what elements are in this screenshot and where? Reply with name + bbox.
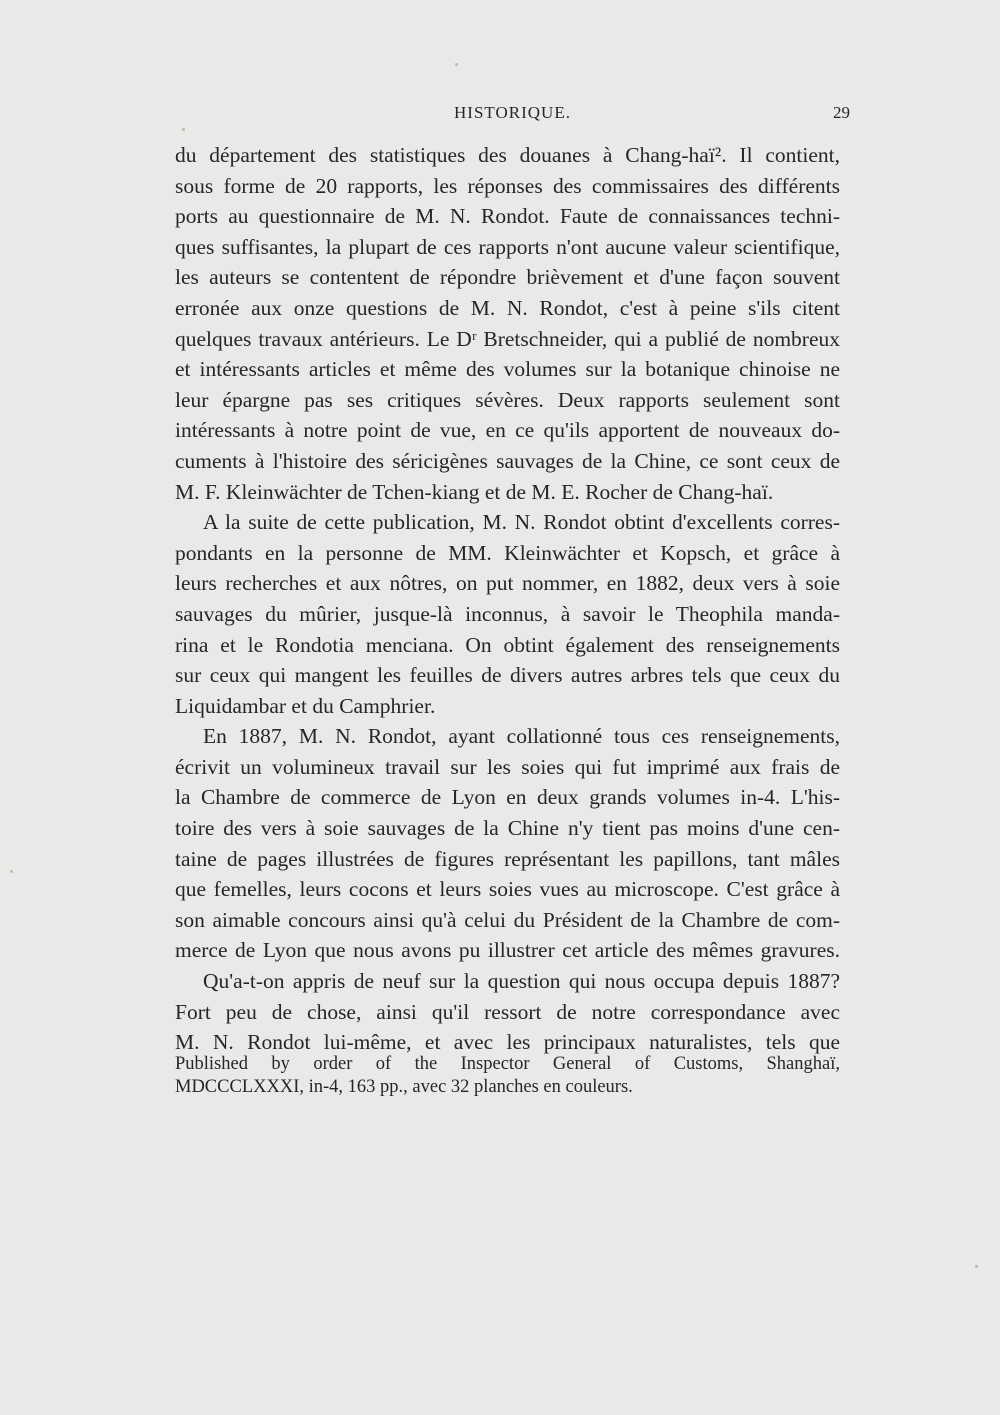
text-line: pondants en la personne de MM. Kleinwächter et Kopsch, et grâce à (175, 540, 840, 565)
running-title: HISTORIQUE. (454, 103, 571, 122)
text-line: En 1887, M. N. Rondot, ayant collationné tous ces renseignements, (203, 724, 840, 749)
text-line: Liquidambar et du Camphrier. (175, 693, 436, 718)
footnote-line: Published by order of the Inspector General of Customs, Shanghaï, (175, 1054, 840, 1074)
text-line: les auteurs se contentent de répondre brièvement et d'une façon souvent (175, 265, 840, 290)
paper-speck (182, 128, 185, 131)
text-line: taine de pages illustrées de figures représentant les papillons, tant mâles (175, 846, 840, 871)
footnote (175, 1053, 840, 1099)
text-line: leurs recherches et aux nôtres, on put nommer, en 1882, deux vers à soie (175, 571, 840, 596)
text-line: sauvages du mûrier, jusque-là inconnus, à savoir le Theophila manda- (175, 601, 840, 626)
text-line: A la suite de cette publication, M. N. Rondot obtint d'excellents corres- (203, 510, 840, 535)
text-line: son aimable concours ainsi qu'à celui du Président de la Chambre de com- (175, 907, 840, 932)
text-line: cuments à l'histoire des séricigènes sauvages de la Chine, ce sont ceux de (175, 448, 840, 473)
text-line: sur ceux qui mangent les feuilles de divers autres arbres tels que ceux du (175, 663, 840, 688)
text-line: rina et le Rondotia menciana. On obtint également des renseignements (175, 632, 840, 657)
text-line: écrivit un volumineux travail sur les soies qui fut imprimé aux frais de (175, 754, 840, 779)
body-text (175, 140, 840, 1058)
text-line: toire des vers à soie sauvages de la Chine n'y tient pas moins d'une cen- (175, 816, 840, 841)
text-line: sous forme de 20 rapports, les réponses des commissaires des différents (175, 173, 840, 198)
text-line: leur épargne pas ses critiques sévères. Deux rapports seulement sont (175, 387, 840, 412)
paper-speck (455, 63, 458, 66)
text-line: du département des statistiques des douanes à Chang-haï². Il contient, (175, 143, 840, 167)
text-line: merce de Lyon que nous avons pu illustrer cet article des mêmes gravures. (175, 938, 840, 963)
text-line: erronée aux onze questions de M. N. Rondot, c'est à peine s'ils citent (175, 295, 840, 320)
text-line: ques suffisantes, la plupart de ces rapports n'ont aucune valeur scientifique, (175, 234, 840, 259)
text-line: Qu'a-t-on appris de neuf sur la question qui nous occupa depuis 1887? (203, 969, 840, 994)
running-header (175, 103, 850, 127)
text-line: Fort peu de chose, ainsi qu'il ressort de notre correspondance avec (175, 999, 840, 1024)
text-line: quelques travaux antérieurs. Le Dʳ Bretschneider, qui a publié de nombreux (175, 326, 840, 351)
text-line: et intéressants articles et même des volumes sur la botanique chinoise ne (175, 357, 840, 382)
text-line: la Chambre de commerce de Lyon en deux grands volumes in-4. L'his- (175, 785, 840, 810)
text-line: intéressants à notre point de vue, en ce qu'ils apportent de nouveaux do- (175, 418, 840, 443)
text-line: M. N. Rondot lui-même, et avec les principaux naturalistes, tels que (175, 1030, 840, 1055)
paper-speck (975, 1265, 978, 1268)
paper-speck (10, 870, 13, 873)
text-line: M. F. Kleinwächter de Tchen-kiang et de M. E. Rocher de Chang-haï. (175, 479, 774, 504)
footnote-line: MDCCCLXXXI, in-4, 163 pp., avec 32 planches en couleurs. (175, 1077, 633, 1097)
page-number: 29 (833, 103, 850, 122)
text-line: que femelles, leurs cocons et leurs soies vues au microscope. C'est grâce à (175, 877, 840, 902)
text-line: ports au questionnaire de M. N. Rondot. Faute de connaissances techni- (175, 204, 840, 229)
